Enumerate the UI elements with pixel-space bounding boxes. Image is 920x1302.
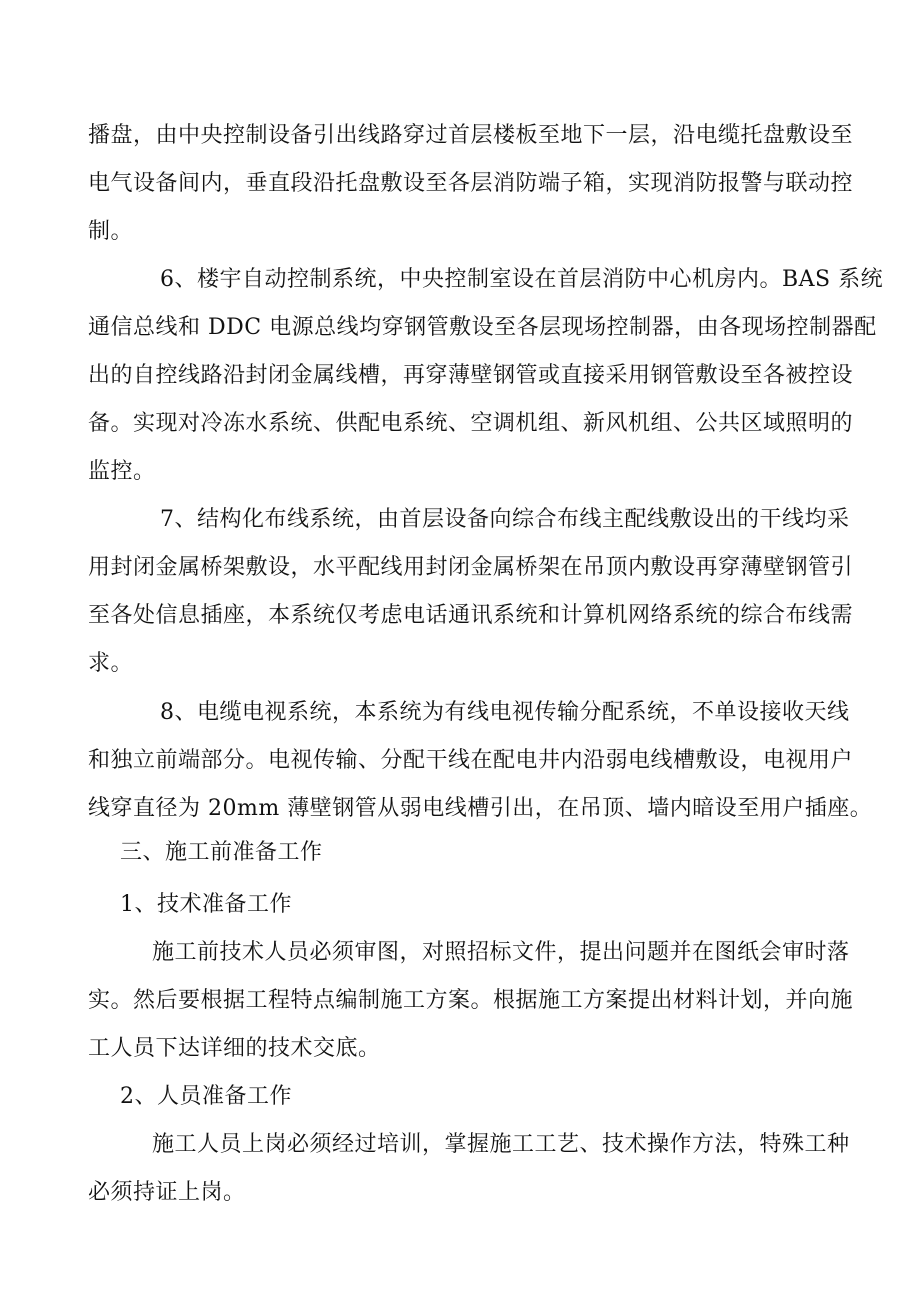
- paragraph-first-line: 施工前技术人员必须审图，对照招标文件，提出问题并在图纸会审时落: [152, 940, 850, 965]
- body-text-line: 通信总线和 DDC 电源总线均穿钢管敷设至各层现场控制器，由各现场控制器配: [88, 315, 877, 340]
- body-text-line: 监控。: [88, 459, 156, 484]
- body-text-line: 播盘，由中央控制设备引出线路穿过首层楼板至地下一层，沿电缆托盘敷设至: [88, 123, 854, 148]
- body-text-line: 用封闭金属桥架敷设，水平配线用封闭金属桥架在吊顶内敷设再穿薄壁钢管引: [88, 555, 854, 580]
- body-text-line: 必须持证上岗。: [88, 1180, 246, 1205]
- body-text-line: 实。然后要根据工程特点编制施工方案。根据施工方案提出材料计划，并向施: [88, 988, 854, 1013]
- body-text-line: 备。实现对冷冻水系统、供配电系统、空调机组、新风机组、公共区域照明的: [88, 411, 854, 436]
- body-text-line: 电气设备间内，垂直段沿托盘敷设至各层消防端子箱，实现消防报警与联动控: [88, 171, 854, 196]
- paragraph-first-line: 7、结构化布线系统，由首层设备向综合布线主配线敷设出的干线均采: [160, 507, 850, 532]
- section-heading: 三、施工前准备工作: [120, 840, 323, 866]
- body-text-line: 求。: [88, 651, 134, 676]
- subsection-heading: 1、技术准备工作: [120, 892, 292, 917]
- body-text-line: 至各处信息插座，本系统仅考虑电话通讯系统和计算机网络系统的综合布线需: [88, 603, 854, 628]
- paragraph-first-line: 6、楼宇自动控制系统，中央控制室设在首层消防中心机房内。BAS 系统: [160, 267, 884, 292]
- body-text-line: 和独立前端部分。电视传输、分配干线在配电井内沿弱电线槽敷设，电视用户: [88, 748, 854, 773]
- paragraph-first-line: 施工人员上岗必须经过培训，掌握施工工艺、技术操作方法，特殊工种: [152, 1132, 850, 1157]
- subsection-heading: 2、人员准备工作: [120, 1084, 292, 1109]
- body-text-line: 线穿直径为 20mm 薄壁钢管从弱电线槽引出，在吊顶、墙内暗设至用户插座。: [88, 796, 873, 821]
- body-text-line: 出的自控线路沿封闭金属线槽，再穿薄壁钢管或直接采用钢管敷设至各被控设: [88, 363, 854, 388]
- body-text-line: 工人员下达详细的技术交底。: [88, 1036, 381, 1061]
- paragraph-first-line: 8、电缆电视系统，本系统为有线电视传输分配系统，不单设接收天线: [160, 700, 850, 725]
- body-text-line: 制。: [88, 219, 134, 244]
